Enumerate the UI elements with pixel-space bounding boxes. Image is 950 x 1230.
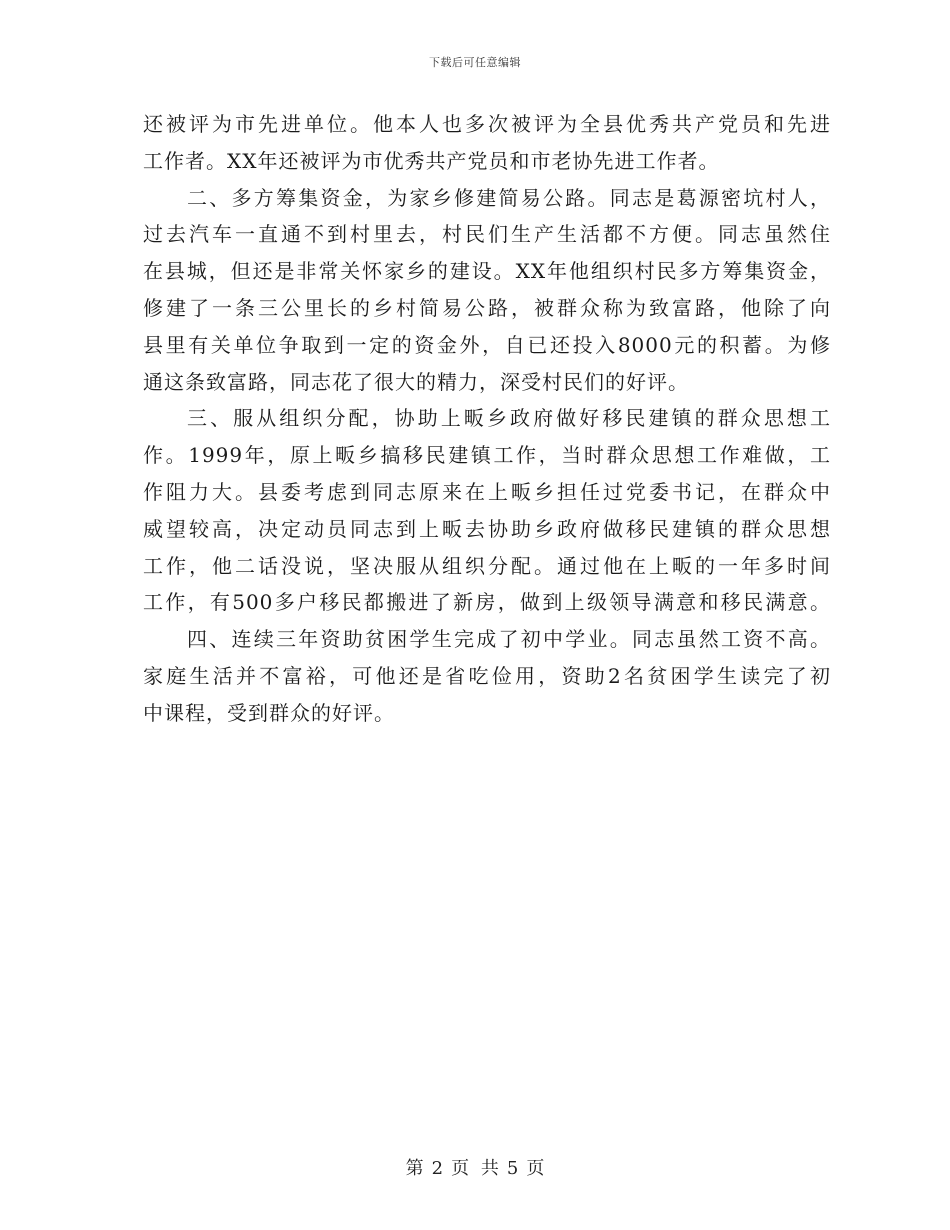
footer-middle: 页 共 xyxy=(451,1158,499,1179)
document-body xyxy=(143,106,831,732)
paragraph-heading-4: 四、连续三年资助贫困学生完成了初中学业。同志虽然工资不高。 xyxy=(187,627,831,652)
paragraph-heading-2: 二、多方筹集资金，为家乡修建简易公路。同志是葛源密坑村人， xyxy=(187,185,831,210)
text-line: 修建了一条三公里长的乡村简易公路，被群众称为致富路，他除了向 xyxy=(143,295,831,320)
text-line: 作。1999年，原上畈乡搞移民建镇工作，当时群众思想工作难做，工 xyxy=(143,443,831,468)
page-header: 下载后可任意编辑 xyxy=(429,56,521,69)
text-line: 过去汽车一直通不到村里去，村民们生产生活都不方便。同志虽然住 xyxy=(143,222,831,247)
text-line: 中课程，受到群众的好评。 xyxy=(143,700,395,725)
total-page-count: 5 xyxy=(506,1158,519,1179)
text-line: 家庭生活并不富裕，可他还是省吃俭用，资助2名贫困学生读完了初 xyxy=(143,663,831,688)
text-line: 通这条致富路，同志花了很大的精力，深受村民们的好评。 xyxy=(143,369,689,394)
footer-prefix: 第 xyxy=(405,1158,424,1179)
text-line: 作阻力大。县委考虑到同志原来在上畈乡担任过党委书记，在群众中 xyxy=(143,479,831,504)
current-page-number: 2 xyxy=(431,1158,444,1179)
text-line: 工作者。XX年还被评为市优秀共产党员和市老协先进工作者。 xyxy=(143,148,720,173)
page-number-footer xyxy=(0,1154,950,1180)
text-line: 县里有关单位争取到一定的资金外，自已还投入8000元的积蓄。为修 xyxy=(143,332,831,357)
text-line: 工作，他二话没说，坚决服从组织分配。通过他在上畈的一年多时间 xyxy=(143,553,831,578)
text-line: 还被评为市先进单位。他本人也多次被评为全县优秀共产党员和先进 xyxy=(143,112,831,136)
text-line: 威望较高，决定动员同志到上畈去协助乡政府做移民建镇的群众思想 xyxy=(143,516,831,541)
paragraph-heading-3: 三、服从组织分配，协助上畈乡政府做好移民建镇的群众思想工 xyxy=(187,406,831,431)
text-line: 工作，有500多户移民都搬进了新房，做到上级领导满意和移民满意。 xyxy=(143,590,831,615)
text-line: 在县城，但还是非常关怀家乡的建设。XX年他组织村民多方筹集资金， xyxy=(143,259,831,284)
footer-suffix: 页 xyxy=(526,1158,545,1179)
